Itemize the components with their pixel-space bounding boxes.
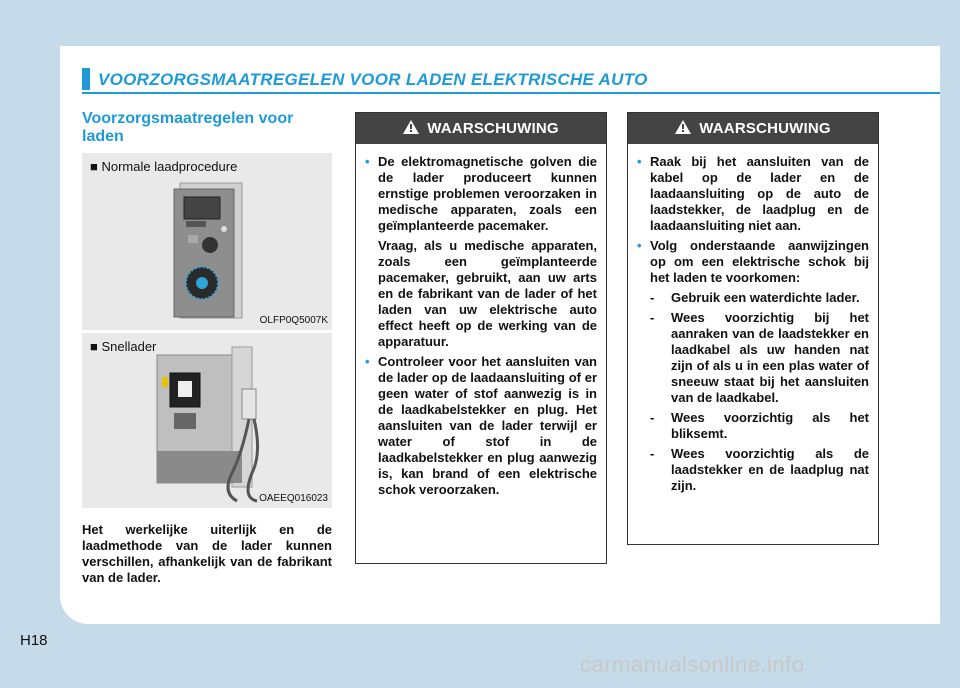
warning-title: WAARSCHUWING <box>427 120 559 137</box>
section-accent-bar <box>82 68 90 90</box>
bullet-text: Volg onderstaande aanwijzingen op om een elektrische schok bij het laden te voorkomen: <box>650 238 869 285</box>
dash-item <box>637 410 869 442</box>
wall-charger-illustration <box>82 153 332 330</box>
subsection-title: Voorzorgsmaatregelen voor laden <box>82 110 294 145</box>
normal-charger-figure <box>82 153 332 330</box>
warning-bullet <box>365 154 597 234</box>
warning-box-electric-shock <box>627 112 879 545</box>
warning-box-electromagnetic <box>355 112 607 564</box>
warning-bullet <box>637 238 869 286</box>
bullet-icon: • <box>637 238 642 253</box>
normal-charging-label: ■ Normale laadprocedure <box>90 159 238 174</box>
warning-header <box>628 113 878 144</box>
bullet-icon: • <box>365 154 370 169</box>
page-number: H18 <box>20 632 48 649</box>
bullet-text: Controleer voor het aansluiten van de lader op de laadaansluiting of er geen water of stof aanwezig is in de laadkabelstekker en plug. Het aansluiten van de lader terwijl er water of stof in de laadkabelstekker en plug aanwezig is, kan brand of een elektrische schok veroorzaken. <box>378 354 597 497</box>
dash-mark: - <box>650 446 655 461</box>
watermark: carmanualsonline.info <box>580 652 805 677</box>
dash-item <box>637 446 869 494</box>
warning-paragraph: Vraag, als u medische apparaten, zoals een geïmplanteerde pacemaker, gebruikt, aan uw arts en de fabrikant van de lader of het laden van uw elektrische auto effect heeft op de werking van de apparatuur. <box>378 238 597 349</box>
fast-charger-figure <box>82 333 332 508</box>
dash-text: Gebruik een waterdichte lader. <box>671 290 860 305</box>
normal-figure-code: OLFP0Q5007K <box>259 315 328 326</box>
warning-bullet <box>365 354 597 498</box>
dash-mark: - <box>650 410 655 425</box>
warning-triangle-icon <box>675 120 691 138</box>
bullet-text: De elektromagnetische golven die de lader produceert kunnen ernstige problemen veroorzaken in medische apparaten, zoals een geïmplanteerde pacemaker. <box>378 154 597 233</box>
charger-disclaimer: Het werkelijke uiterlijk en de laadmethode van de lader kunnen verschillen, afhankelijk van de fabrikant van de lader. <box>82 522 332 585</box>
section-title: VOORZORGSMAATREGELEN VOOR LADEN ELEKTRISCHE AUTO <box>98 70 648 89</box>
bullet-icon: • <box>365 354 370 369</box>
warning-bullet <box>637 154 869 234</box>
dash-text: Wees voorzichtig als het bliksemt. <box>671 410 869 441</box>
section-rule <box>82 92 940 94</box>
fast-figure-code: OAEEQ016023 <box>259 493 328 504</box>
bullet-icon: • <box>637 154 642 169</box>
dash-item <box>637 290 869 306</box>
bullet-text: Raak bij het aansluiten van de kabel op de lader en de laadaansluiting op de auto de laadstekker, de laadplug en de laadaansluiting niet aan. <box>650 154 869 233</box>
dash-mark: - <box>650 290 655 305</box>
warning-title: WAARSCHUWING <box>699 120 831 137</box>
dash-text: Wees voorzichtig bij het aanraken van de laadstekker en laadkabel als uw handen nat zijn of als u in een plas water of sneeuw staat bij het aansluiten van de laadkabel. <box>671 310 869 405</box>
warning-header <box>356 113 606 144</box>
dash-item <box>637 310 869 406</box>
fast-charger-illustration <box>82 333 332 508</box>
dash-text: Wees voorzichtig als de laadstekker en de laadplug nat zijn. <box>671 446 869 493</box>
dash-mark: - <box>650 310 655 325</box>
warning-triangle-icon <box>403 120 419 138</box>
fast-charger-label: ■ Snellader <box>90 339 157 354</box>
